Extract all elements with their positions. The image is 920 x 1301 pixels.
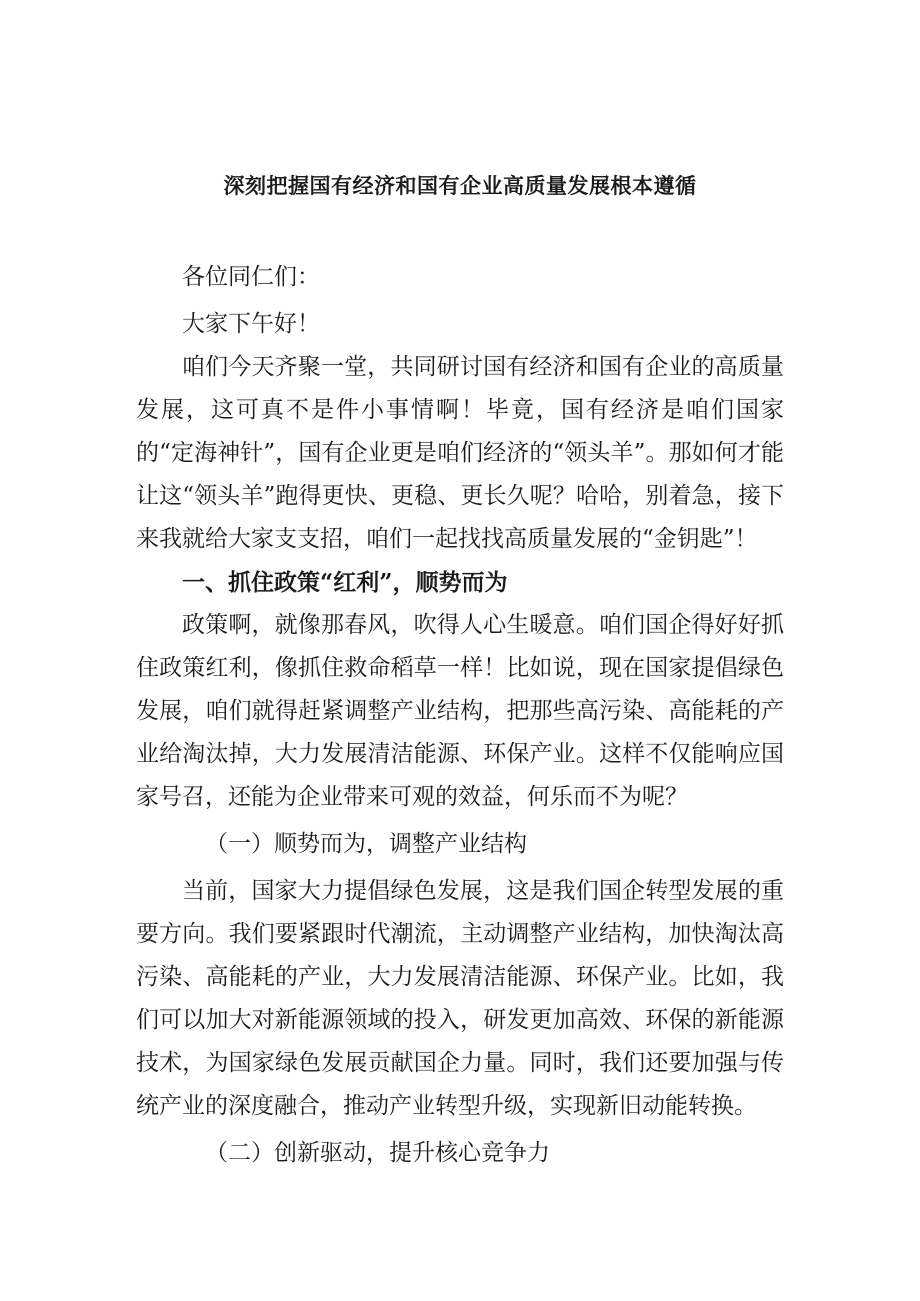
document-body	[136, 256, 784, 1179]
salutation: 各位同仁们：	[182, 264, 320, 290]
subsection-2-heading: （二）创新驱动，提升核心竞争力	[205, 1140, 550, 1166]
subsection-1-paragraph: 当前，国家大力提倡绿色发展，这是我们国企转型发展的重要方向。我们要紧跟时代潮流，主动调整产业结构，加快淘汰高污染、高能耗的产业，大力发展清洁能源、环保产业。比如，我们可以加大对新能源领域的投入，研发更加高效、环保的新能源技术，为国家绿色发展贡献国企力量。同时，我们还要加强与传统产业的深度融合，推动产业转型升级，实现新旧动能转换。	[136, 878, 784, 1119]
document-title: 深刻把握国有经济和国有企业高质量发展根本遵循	[223, 173, 697, 198]
greeting: 大家下午好！	[182, 311, 320, 337]
intro-paragraph: 咱们今天齐聚一堂，共同研讨国有经济和国有企业的高质量发展，这可真不是件小事情啊！毕竟，国有经济是咱们国家的“定海神针”，国有企业更是咱们经济的“领头羊”。那如何才能让这“领头羊”跑得更快、更稳、更长久呢？哈哈，别着急，接下来我就给大家支支招，咱们一起找找高质量发展的“金钥匙”！	[136, 354, 784, 552]
section-1-paragraph: 政策啊，就像那春风，吹得人心生暖意。咱们国企得好好抓住政策红利，像抓住救命稻草一样！比如说，现在国家提倡绿色发展，咱们就得赶紧调整产业结构，把那些高污染、高能耗的产业给淘汰掉，大力发展清洁能源、环保产业。这样不仅能响应国家号召，还能为企业带来可观的效益，何乐而不为呢？	[136, 612, 784, 810]
subsection-1-heading: （一）顺势而为，调整产业结构	[205, 831, 527, 857]
section-1-heading: 一、抓住政策“红利”，顺势而为	[182, 569, 508, 596]
